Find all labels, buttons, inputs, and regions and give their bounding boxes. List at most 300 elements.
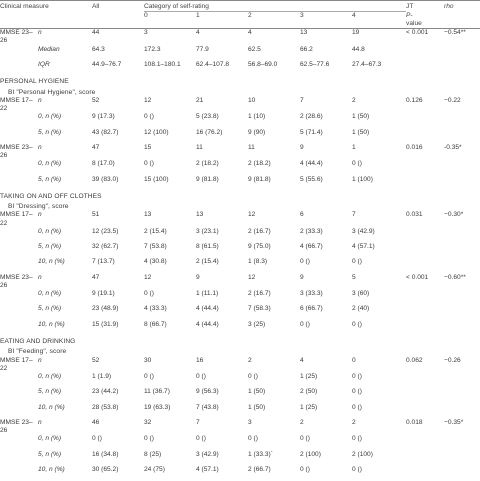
group-label-empty — [0, 129, 38, 144]
value-all: 32 (62.7) — [92, 243, 119, 251]
value-p — [406, 321, 444, 336]
value-cat-1: 9 (81.8) — [196, 175, 219, 183]
stat-label: n — [38, 273, 42, 281]
section-subtitle: BI "Dressing", score — [8, 203, 69, 211]
value-p — [406, 290, 444, 305]
value-rho — [444, 176, 480, 191]
table-row — [0, 435, 480, 450]
stat-label: 10, n (%) — [38, 465, 65, 473]
value-all: 47 — [92, 143, 100, 151]
stat-label: 10, n (%) — [38, 258, 65, 266]
value-cat-2: 0 () — [248, 435, 258, 443]
value-cat-3: 2 (28.6) — [300, 113, 323, 121]
stat-label: IQR — [38, 60, 50, 68]
header-category: Category of self-rating — [144, 1, 406, 12]
table-row — [0, 129, 480, 144]
value-cat-1: 7 (43.8) — [196, 403, 219, 411]
stat-label: n — [38, 29, 42, 37]
value-cat-2: 56.8–69.0 — [248, 60, 278, 68]
value-cat-0: 172.3 — [144, 45, 161, 53]
group-label: MMSE 23–26 — [0, 29, 33, 45]
value-cat-3: 0 () — [300, 465, 310, 473]
stat-label: 0, n (%) — [38, 227, 62, 235]
value-p — [406, 305, 444, 320]
value-cat-3: 4 — [300, 356, 304, 364]
stat-label: 10, n (%) — [38, 403, 65, 411]
section-title-row — [0, 191, 480, 201]
value-cat-3: 5 (55.6) — [300, 175, 323, 183]
value-rho — [444, 321, 480, 336]
value-cat-0: 0 () — [144, 113, 154, 121]
group-label: MMSE 17–22 — [0, 356, 33, 372]
value-cat-2: 3 (25) — [248, 320, 266, 328]
value-cat-2: 9 (81.8) — [248, 175, 271, 183]
table-row — [0, 305, 480, 320]
value-cat-4: 27.4–67.3 — [352, 60, 382, 68]
value-cat-0: 2 (15.4) — [144, 227, 167, 235]
value-rho — [444, 113, 480, 128]
value-rho: −0.35* — [444, 418, 464, 426]
value-cat-0: 12 (100) — [144, 128, 169, 136]
group-label: MMSE 23–26 — [0, 273, 33, 289]
value-cat-3: 66.2 — [300, 45, 313, 53]
table-row — [0, 97, 480, 113]
value-cat-1: 4 (57.1) — [196, 465, 219, 473]
value-p — [406, 373, 444, 388]
value-cat-4: 0 () — [352, 403, 362, 411]
value-cat-1: 5 (23.8) — [196, 113, 219, 121]
value-cat-3: 0 () — [300, 435, 310, 443]
stat-label: 0, n (%) — [38, 113, 62, 121]
value-cat-1: 2 (18.2) — [196, 160, 219, 168]
value-cat-1: 16 (76.2) — [196, 128, 223, 136]
stat-label: 5, n (%) — [38, 305, 62, 313]
value-rho — [444, 435, 480, 450]
value-cat-2: 9 (75.0) — [248, 243, 271, 251]
value-p: 0.018 — [406, 418, 423, 426]
value-all: 47 — [92, 273, 100, 281]
value-all: 28 (53.8) — [92, 403, 119, 411]
value-cat-1: 0 () — [196, 435, 206, 443]
table-row — [0, 176, 480, 191]
group-label-empty — [0, 451, 38, 466]
value-cat-4: 2 (100) — [352, 450, 373, 458]
value-cat-1: 8 (61.5) — [196, 243, 219, 251]
value-all: 23 (44.2) — [92, 388, 119, 396]
group-label-empty — [0, 290, 38, 305]
value-rho: −0.54** — [444, 29, 466, 37]
value-cat-4: 1 (50) — [352, 113, 370, 121]
value-cat-1: 13 — [196, 211, 204, 219]
stat-label: n — [38, 211, 42, 219]
value-cat-2: 10 — [248, 96, 256, 104]
section-title: PERSONAL HYGIENE — [0, 78, 69, 86]
value-cat-1: 77.9 — [196, 45, 209, 53]
value-cat-4: 0 () — [352, 258, 362, 266]
table-row — [0, 258, 480, 273]
value-all: 52 — [92, 96, 100, 104]
table-row — [0, 228, 480, 243]
value-rho — [444, 290, 480, 305]
value-p — [406, 435, 444, 450]
group-label: MMSE 23–26 — [0, 143, 33, 160]
value-all: 8 (17.0) — [92, 160, 115, 168]
value-cat-3: 2 — [300, 418, 304, 426]
header-cat-2: 2 — [248, 12, 252, 20]
value-cat-3: 13 — [300, 29, 308, 37]
value-cat-4: 5 — [352, 273, 356, 281]
header-p: P- — [406, 11, 413, 19]
value-rho: −0.60** — [444, 273, 466, 281]
header-jt: JT — [406, 3, 414, 10]
stat-label: n — [38, 418, 42, 426]
stat-label: n — [38, 96, 42, 104]
value-cat-2: 3 — [248, 418, 252, 426]
table-body — [0, 29, 480, 481]
value-p — [406, 61, 444, 76]
value-cat-1: 4 — [196, 29, 200, 37]
group-label-empty — [0, 176, 38, 191]
value-cat-2: 0 () — [248, 372, 258, 380]
value-cat-1: 9 (56.3) — [196, 388, 219, 396]
group-label: MMSE 17–22 — [0, 96, 33, 112]
table-row — [0, 46, 480, 61]
value-cat-2: 11 — [248, 143, 255, 151]
header-cat-0: 0 — [144, 12, 148, 20]
value-p: 0.062 — [406, 356, 423, 364]
value-cat-2: 12 — [248, 211, 256, 219]
value-cat-0: 0 () — [144, 160, 154, 168]
value-rho — [444, 373, 480, 388]
value-cat-4: 0 () — [352, 435, 362, 443]
value-cat-4: 7 — [352, 211, 356, 219]
header-value: value — [406, 19, 422, 27]
value-cat-4: 1 — [352, 143, 356, 151]
value-cat-2: 12 — [248, 273, 256, 281]
value-cat-3: 2 (33.3) — [300, 227, 323, 235]
value-all: 51 — [92, 211, 100, 219]
value-p — [406, 160, 444, 175]
value-all: 39 (83.0) — [92, 175, 119, 183]
value-rho: −0.22 — [444, 96, 461, 104]
group-label-empty — [0, 258, 38, 273]
value-cat-1: 1 (11.1) — [196, 290, 219, 298]
stat-label: 5, n (%) — [38, 450, 62, 458]
value-p: < 0.001 — [406, 29, 429, 37]
value-cat-4: 0 () — [352, 372, 362, 380]
value-cat-2: 1 (8.3) — [248, 258, 268, 266]
value-cat-4: 19 — [352, 29, 360, 37]
value-rho — [444, 160, 480, 175]
table-row — [0, 419, 480, 435]
value-cat-4: 4 (57.1) — [352, 243, 375, 251]
value-cat-0: 108.1–180.1 — [144, 60, 181, 68]
value-cat-4: 3 (42.9) — [352, 227, 375, 235]
section-subtitle-row — [0, 201, 480, 211]
value-rho — [444, 305, 480, 320]
value-p: 0.031 — [406, 211, 423, 219]
value-rho — [444, 388, 480, 403]
group-label-empty — [0, 243, 38, 258]
value-all: 7 (13.7) — [92, 258, 115, 266]
value-cat-0: 11 (36.7) — [144, 388, 170, 396]
value-cat-4: 0 () — [352, 160, 362, 168]
value-cat-3: 1 (25) — [300, 372, 318, 380]
table-row — [0, 274, 480, 290]
value-cat-1: 3 (42.9) — [196, 450, 219, 458]
stat-label: n — [38, 356, 42, 364]
value-p — [406, 176, 444, 191]
value-rho — [444, 466, 480, 481]
stat-label: 0, n (%) — [38, 435, 62, 443]
value-cat-4: 44.8 — [352, 45, 365, 53]
value-cat-3: 0 () — [300, 258, 310, 266]
header-rho — [444, 1, 480, 29]
value-p — [406, 451, 444, 466]
value-cat-4: 2 (40) — [352, 305, 370, 313]
value-cat-3: 6 (66.7) — [300, 305, 323, 313]
header-cat-4: 4 — [352, 12, 356, 20]
value-all: 15 (31.9) — [92, 320, 119, 328]
group-label-empty — [0, 113, 38, 128]
header-cat-3: 3 — [300, 12, 304, 20]
value-cat-0: 0 () — [144, 372, 154, 380]
section-title-row — [0, 336, 480, 346]
value-cat-1: 7 — [196, 418, 200, 426]
value-cat-4: 0 () — [352, 465, 362, 473]
value-cat-1: 3 (23.1) — [196, 227, 219, 235]
value-rho: -0.35* — [444, 143, 462, 151]
header-blank-2 — [92, 12, 144, 29]
value-p — [406, 46, 444, 61]
value-cat-3: 9 — [300, 273, 304, 281]
value-cat-2: 1 (50) — [248, 388, 266, 396]
value-cat-3: 4 (44.4) — [300, 160, 323, 168]
group-label-empty — [0, 388, 38, 403]
value-cat-3: 0 () — [300, 320, 310, 328]
value-all: 30 (65.2) — [92, 465, 119, 473]
value-rho — [444, 243, 480, 258]
value-all: 9 (17.3) — [92, 113, 115, 121]
group-label-empty — [0, 46, 38, 61]
value-cat-0: 24 (75) — [144, 465, 165, 473]
value-p — [406, 258, 444, 273]
value-cat-3: 4 (66.7) — [300, 243, 323, 251]
value-cat-2: 4 — [248, 29, 252, 37]
value-cat-0: 3 — [144, 29, 148, 37]
value-all: 12 (23.5) — [92, 227, 119, 235]
value-rho — [444, 228, 480, 243]
value-cat-1: 4 (44.4) — [196, 305, 219, 313]
value-cat-2: 2 — [248, 356, 252, 364]
table-row — [0, 357, 480, 373]
value-cat-0: 30 — [144, 356, 152, 364]
value-p — [406, 243, 444, 258]
group-label-empty — [0, 61, 38, 76]
group-label-empty — [0, 435, 38, 450]
value-rho: −0.26 — [444, 356, 461, 364]
value-cat-3: 3 (33.3) — [300, 290, 323, 298]
value-cat-0: 15 — [144, 143, 152, 151]
value-cat-2: 2 (66.7) — [248, 465, 271, 473]
value-rho: −0.30* — [444, 211, 464, 219]
table-row — [0, 61, 480, 76]
value-cat-1: 16 — [196, 356, 204, 364]
value-all: 9 (19.1) — [92, 290, 115, 298]
value-cat-4: 3 (60) — [352, 290, 370, 298]
value-cat-4: 2 — [352, 418, 356, 426]
stat-label: 5, n (%) — [38, 388, 62, 396]
value-cat-1: 9 — [196, 273, 200, 281]
value-all: 46 — [92, 418, 100, 426]
value-cat-0: 7 (53.8) — [144, 243, 167, 251]
value-cat-0: 4 (30.8) — [144, 258, 167, 266]
value-cat-4: 0 () — [352, 388, 362, 396]
header-blank-1 — [0, 12, 92, 29]
value-p — [406, 388, 444, 403]
value-p: 0.016 — [406, 143, 423, 151]
value-p: < 0.001 — [406, 273, 429, 281]
group-label-empty — [0, 321, 38, 336]
value-cat-0: 15 (100) — [144, 175, 169, 183]
value-cat-3: 2 (50) — [300, 388, 318, 396]
table-row — [0, 451, 480, 466]
group-label-empty — [0, 160, 38, 175]
value-cat-0: 0 () — [144, 290, 154, 298]
value-cat-3: 7 — [300, 96, 304, 104]
value-cat-2: 2 (16.7) — [248, 227, 271, 235]
value-cat-0: 13 — [144, 211, 152, 219]
value-all: 44 — [92, 29, 100, 37]
value-p — [406, 228, 444, 243]
value-cat-1: 4 (44.4) — [196, 320, 219, 328]
table-row — [0, 404, 480, 419]
group-label-empty — [0, 305, 38, 320]
value-all: 0 () — [92, 435, 102, 443]
stat-label: 10, n (%) — [38, 320, 65, 328]
header-cat-1: 1 — [196, 12, 200, 20]
value-cat-4: 1 (50) — [352, 128, 370, 136]
value-rho — [444, 404, 480, 419]
table-row — [0, 466, 480, 481]
section-title: TAKING ON AND OFF CLOTHES — [0, 192, 102, 200]
table-row — [0, 373, 480, 388]
section-title: EATING AND DRINKING — [0, 338, 76, 346]
value-cat-4: 0 — [352, 356, 356, 364]
value-cat-2: 2 (16.7) — [248, 290, 271, 298]
group-label-empty — [0, 228, 38, 243]
section-subtitle: BI "Feeding", score — [8, 348, 67, 356]
stat-label: n — [38, 143, 42, 151]
value-all: 43 (82.7) — [92, 128, 119, 136]
value-p: 0.126 — [406, 96, 423, 104]
value-p — [406, 404, 444, 419]
value-cat-3: 1 (25) — [300, 403, 318, 411]
value-all: 23 (48.9) — [92, 305, 119, 313]
value-cat-0: 0 () — [144, 435, 154, 443]
value-cat-4: 1 (100) — [352, 175, 373, 183]
table-row — [0, 388, 480, 403]
value-all: 16 (34.8) — [92, 450, 119, 458]
group-label-empty — [0, 404, 38, 419]
table-row — [0, 144, 480, 160]
value-cat-0: 12 — [144, 96, 152, 104]
value-cat-2: 9 (90) — [248, 128, 266, 136]
group-label: MMSE 23–26 — [0, 418, 33, 435]
section-subtitle-row — [0, 346, 480, 356]
value-cat-3: 5 (71.4) — [300, 128, 323, 136]
value-cat-0: 8 (66.7) — [144, 320, 167, 328]
value-cat-1: 2 (15.4) — [196, 258, 219, 266]
table-row — [0, 29, 480, 46]
value-rho — [444, 61, 480, 76]
value-rho — [444, 258, 480, 273]
value-cat-0: 8 (25) — [144, 450, 162, 458]
value-rho — [444, 46, 480, 61]
value-p — [406, 466, 444, 481]
header-rho-label: rho — [444, 3, 454, 10]
table-row — [0, 290, 480, 305]
value-cat-1: 11 — [196, 143, 203, 151]
group-label-empty — [0, 373, 38, 388]
table-row — [0, 211, 480, 227]
value-cat-2: 2 (18.2) — [248, 160, 271, 168]
value-all: 44.9–76.7 — [92, 60, 122, 68]
group-label-empty — [0, 466, 38, 481]
value-all: 1 (1.9) — [92, 372, 112, 380]
header-p-value — [406, 12, 444, 29]
section-title-row — [0, 76, 480, 86]
value-cat-0: 12 — [144, 273, 152, 281]
value-cat-1: 0 () — [196, 372, 206, 380]
table-row — [0, 160, 480, 175]
value-cat-2: 1 (33.3)` — [248, 450, 273, 458]
value-cat-0: 32 — [144, 418, 152, 426]
stat-label: Median — [38, 45, 60, 53]
value-rho — [444, 129, 480, 144]
value-cat-3: 6 — [300, 211, 304, 219]
value-rho — [444, 451, 480, 466]
value-p — [406, 113, 444, 128]
section-subtitle: BI "Personal Hygiene", score — [8, 88, 96, 96]
value-cat-2: 1 (10) — [248, 113, 266, 121]
header-row-2 — [0, 12, 480, 29]
value-cat-1: 21 — [196, 96, 204, 104]
value-cat-4: 0 () — [352, 320, 362, 328]
value-cat-3: 2 (100) — [300, 450, 321, 458]
header-all: All — [92, 3, 100, 10]
table-row — [0, 113, 480, 128]
stat-label: 0, n (%) — [38, 160, 62, 168]
group-label: MMSE 17–22 — [0, 211, 33, 227]
value-cat-2: 1 (50) — [248, 403, 266, 411]
value-p — [406, 129, 444, 144]
value-cat-0: 4 (33.3) — [144, 305, 167, 313]
value-cat-3: 62.5–77.6 — [300, 60, 330, 68]
stat-label: 5, n (%) — [38, 175, 62, 183]
stat-label: 5, n (%) — [38, 243, 62, 251]
value-cat-2: 7 (58.3) — [248, 305, 271, 313]
stat-label: 0, n (%) — [38, 372, 62, 380]
header-clinical-measure: Clinical measure — [0, 3, 49, 10]
value-all: 52 — [92, 356, 100, 364]
value-cat-0: 19 (63.3) — [144, 403, 171, 411]
value-cat-2: 62.5 — [248, 45, 261, 53]
value-cat-3: 9 — [300, 143, 304, 151]
value-cat-1: 62.4–107.8 — [196, 60, 230, 68]
value-all: 64.3 — [92, 45, 105, 53]
table-row — [0, 243, 480, 258]
